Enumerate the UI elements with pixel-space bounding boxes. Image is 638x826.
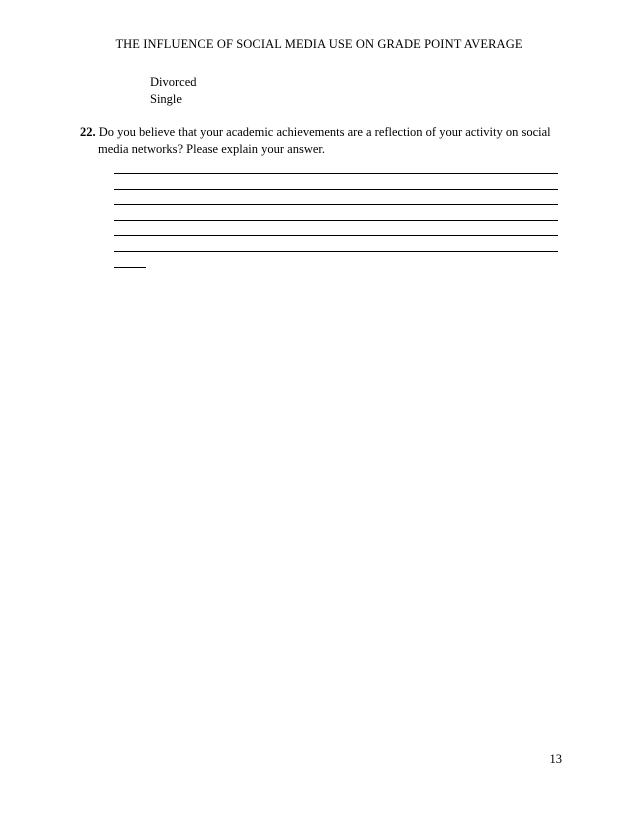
- question-text-1: Do you believe that your academic achievements are a reflection of your activity on social: [98, 125, 551, 139]
- question-text-2: media networks? Please explain your answer.: [98, 142, 326, 156]
- answer-line: [114, 235, 558, 236]
- option-single: Single: [150, 92, 182, 106]
- question-22: [80, 124, 560, 158]
- running-header: THE INFLUENCE OF SOCIAL MEDIA USE ON GRADE POINT AVERAGE: [115, 37, 523, 51]
- question-number: 22.: [80, 125, 96, 139]
- answer-line: [114, 204, 558, 205]
- page-number: 13: [549, 752, 562, 766]
- answer-line: [114, 251, 558, 252]
- answer-line: [114, 173, 558, 174]
- option-divorced: Divorced: [150, 75, 197, 89]
- answer-lines: [114, 164, 558, 282]
- answer-line-short: [114, 267, 146, 268]
- answer-line: [114, 189, 558, 190]
- answer-line: [114, 220, 558, 221]
- marital-status-options: [150, 74, 197, 108]
- question-line-1: [80, 124, 560, 141]
